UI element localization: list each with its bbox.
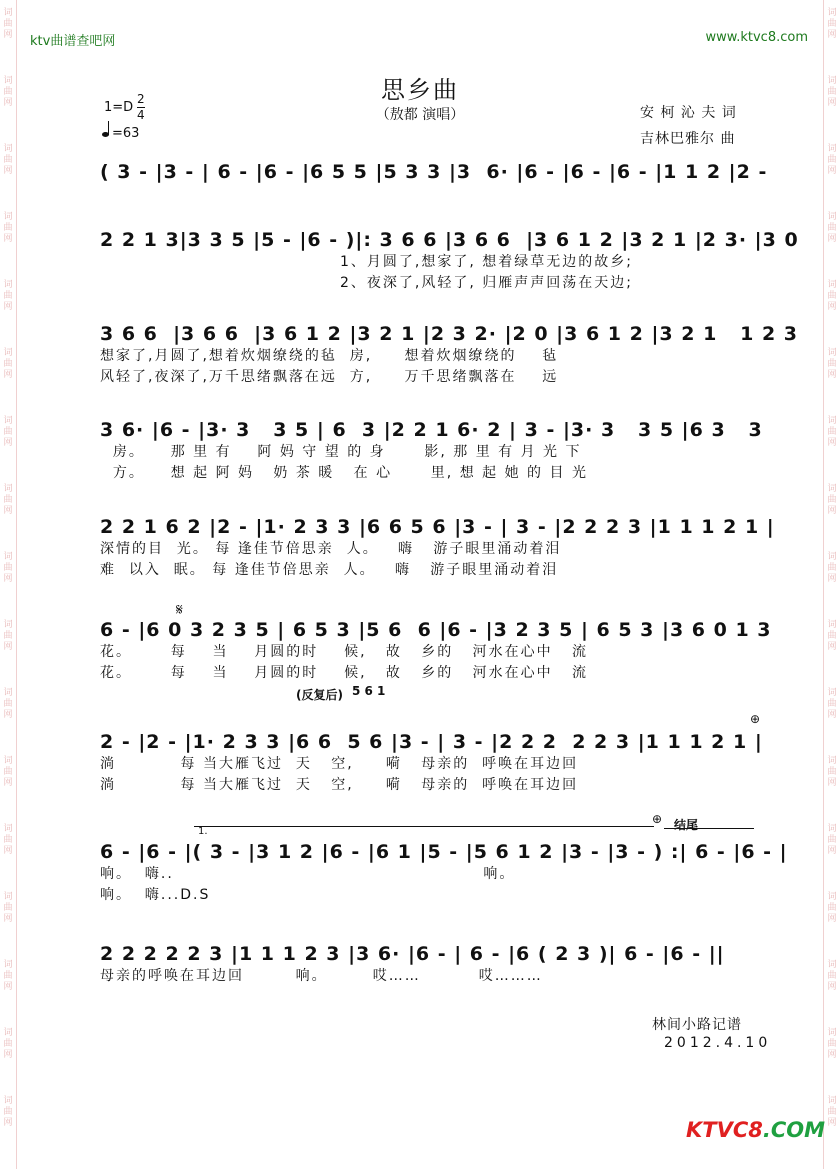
volta-bracket: [194, 826, 654, 827]
singer-credit: （敖都 演唱）: [375, 107, 465, 123]
lyric-verse-2: 风轻了,夜深了,万千思绪飘落在远 方, 万千思绪飘落在 远: [100, 369, 559, 385]
watermark-text: 词 曲 网: [3, 1096, 13, 1128]
score-line-1: [100, 160, 768, 184]
lyric-verse-1: 响。 嗨.. 响。: [100, 866, 516, 882]
notation: ( 3 - |3 - | 6 - |6 - |6 5 5 |5 3 3 |3 6· |6 - |6 - |6 - |1 1 2 |2 -: [100, 161, 768, 183]
volta-label: 1.: [198, 826, 208, 837]
tempo-value: =63: [112, 126, 140, 141]
notation: 6 - |6 - |( 3 - |3 1 2 |6 - |6 1 |5 - |5 6 1 2 |3 - |3 - ) :| 6 - |6 - |: [100, 841, 788, 863]
quarter-note-icon: [102, 132, 109, 137]
site-url-right: www.ktvc8.com: [705, 30, 808, 45]
watermark-text: 词 曲 网: [827, 960, 837, 992]
lyric-verse-2: 响。 嗨...D.S: [100, 887, 211, 903]
watermark-text: 词 曲 网: [827, 824, 837, 856]
transcription-date: 2012.4.10: [664, 1035, 772, 1051]
watermark-text: 词 曲 网: [3, 484, 13, 516]
lyric-verse-2: 方。 想 起 阿 妈 奶 茶 暖 在 心 里, 想 起 她 的 目 光: [100, 465, 588, 481]
watermark-text: 词 曲 网: [3, 144, 13, 176]
watermark-text: 词 曲 网: [3, 892, 13, 924]
watermark-text: 词 曲 网: [3, 824, 13, 856]
lyric-verse-2: 难 以入 眠。 每 逢佳节倍思亲 人。 嗨 游子眼里涌动着泪: [100, 562, 559, 578]
watermark-text: 词 曲 网: [3, 416, 13, 448]
watermark-text: 词 曲 网: [827, 144, 837, 176]
watermark-text: 词 曲 网: [3, 212, 13, 244]
lyric-verse-1: 淌 每 当大雁飞过 天 空, 嗬 母亲的 呼唤在耳边回: [100, 756, 579, 772]
watermark-text: 词 曲 网: [827, 484, 837, 516]
coda-icon: ⊕: [652, 812, 663, 826]
lyric-verse-2: 淌 每 当大雁飞过 天 空, 嗬 母亲的 呼唤在耳边回: [100, 777, 579, 793]
watermark-text: 词 曲 网: [3, 8, 13, 40]
left-watermark-strip: [0, 0, 17, 1169]
watermark-text: 词 曲 网: [827, 280, 837, 312]
notation: 6 - |6 0 3 2 3 5 | 6 5 3 |5 6 6 |6 - |3 2 3 5 | 6 5 3 |3 6 0 1 3: [100, 619, 772, 641]
notation: 2 2 1 6 2 |2 - |1· 2 3 3 |6 6 5 6 |3 - | 3 - |2 2 2 3 |1 1 1 2 1 |: [100, 516, 775, 538]
song-title: 思乡曲: [381, 76, 459, 104]
watermark-text: 词 曲 网: [3, 348, 13, 380]
composer: 吉林巴雅尔 曲: [640, 131, 736, 147]
score-line-4: [100, 418, 763, 484]
segno-icon: 𝄋: [176, 600, 183, 619]
coda-icon: ⊕: [750, 712, 761, 726]
key-signature: 1=D: [104, 100, 134, 115]
tempo-mark: [102, 126, 139, 141]
watermark-text: 词 曲 网: [827, 552, 837, 584]
watermark-text: 词 曲 网: [3, 1028, 13, 1060]
watermark-text: 词 曲 网: [827, 348, 837, 380]
lyric-verse-1: 1、月圆了,想家了, 想着绿草无边的故乡;: [340, 254, 633, 270]
reprise-notes: 5 6 1: [352, 684, 386, 698]
ending-bracket: [664, 828, 754, 829]
ending-label: 结尾: [674, 818, 699, 832]
score-line-6: [100, 618, 772, 684]
notation: 2 2 2 2 2 3 |1 1 1 2 3 |3 6· |6 - | 6 - |6 ( 2 3 )| 6 - |6 - ||: [100, 943, 725, 965]
watermark-text: 词 曲 网: [827, 76, 837, 108]
watermark-text: 词 曲 网: [827, 212, 837, 244]
notation: 2 2 1 3|3 3 5 |5 - |6 - )|: 3 6 6 |3 6 6 |3 6 1 2 |3 2 1 |2 3· |3 0: [100, 229, 799, 251]
watermark-text: 词 曲 网: [3, 688, 13, 720]
score-line-8: [100, 840, 788, 906]
score-line-3: [100, 322, 799, 388]
lyric-verse-1: 深情的目 光。 每 逢佳节倍思亲 人。 嗨 游子眼里涌动着泪: [100, 541, 562, 557]
lyric-verse-1: 想家了,月圆了,想着炊烟缭绕的毡 房, 想着炊烟缭绕的 毡: [100, 348, 559, 364]
score-line-2: [100, 228, 799, 294]
site-name-left: ktv曲谱查吧网: [30, 34, 116, 49]
credits: [640, 100, 737, 152]
lyricist: 安 柯 沁 夫 词: [640, 105, 737, 121]
watermark-text: 词 曲 网: [827, 892, 837, 924]
watermark-text: 词 曲 网: [3, 552, 13, 584]
score-line-9: [100, 942, 760, 987]
right-watermark-strip: [823, 0, 840, 1169]
time-denominator: 4: [137, 108, 145, 122]
lyric-verse-1: 房。 那 里 有 阿 妈 守 望 的 身 影, 那 里 有 月 光 下: [100, 444, 582, 460]
watermark-text: 词 曲 网: [3, 960, 13, 992]
notation: 3 6· |6 - |3· 3 3 5 | 6 3 |2 2 1 6· 2 | 3 - |3· 3 3 5 |6 3 3: [100, 419, 763, 441]
notation: 2 - |2 - |1· 2 3 3 |6 6 5 6 |3 - | 3 - |2 2 2 2 2 3 |1 1 1 2 1 |: [100, 731, 763, 753]
site-logo: [686, 1118, 825, 1142]
watermark-text: 词 曲 网: [827, 756, 837, 788]
watermark-text: 词 曲 网: [827, 1028, 837, 1060]
score-line-5: [100, 515, 775, 581]
notation: 3 6 6 |3 6 6 |3 6 1 2 |3 2 1 |2 3 2· |2 0 |3 6 1 2 |3 2 1 1 2 3: [100, 323, 799, 345]
lyric-verse-2: 花。 每 当 月圆的时 候, 故 乡的 河水在心中 流: [100, 665, 588, 681]
time-numerator: 2: [137, 92, 145, 106]
watermark-text: 词 曲 网: [827, 1096, 837, 1128]
lyric-verse-1: 母亲的呼唤在耳边回 响。 哎…… 哎………: [100, 968, 543, 984]
watermark-text: 词 曲 网: [3, 280, 13, 312]
lyric-verse-2: 2、夜深了,风轻了, 归雁声声回荡在天边;: [340, 275, 633, 291]
logo-red-part: KTVC8: [686, 1118, 763, 1142]
logo-green-part: .COM: [762, 1118, 826, 1142]
lyric-verse-1: 花。 每 当 月圆的时 候, 故 乡的 河水在心中 流: [100, 644, 588, 660]
watermark-text: 词 曲 网: [3, 756, 13, 788]
watermark-text: 词 曲 网: [827, 688, 837, 720]
watermark-text: 词 曲 网: [827, 8, 837, 40]
reprise-label: (反复后): [296, 688, 343, 702]
transcriber-credit: 林间小路记谱: [652, 1017, 742, 1033]
watermark-text: 词 曲 网: [3, 76, 13, 108]
time-signature: [137, 93, 145, 122]
watermark-text: 词 曲 网: [3, 620, 13, 652]
watermark-text: 词 曲 网: [827, 416, 837, 448]
score-line-7: [100, 730, 763, 796]
watermark-text: 词 曲 网: [827, 620, 837, 652]
